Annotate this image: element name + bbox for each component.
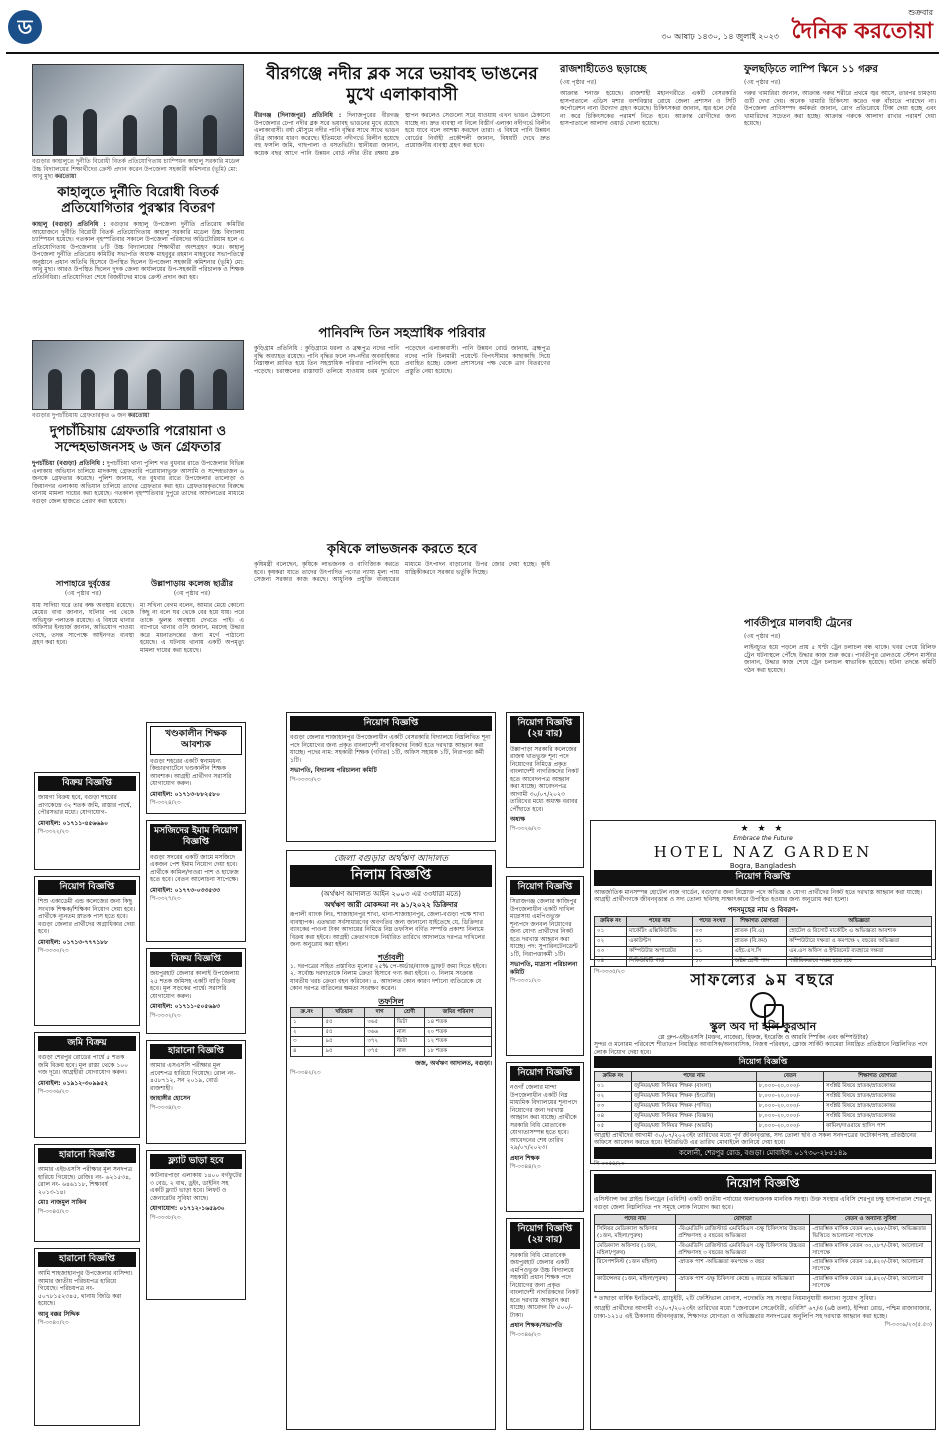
table-row: ২ ৫৫ ৩৬৬ নাল ২০ শতক [291,1027,492,1037]
arrest-caption: বগুড়ার দুপচাঁচিয়ায় গ্রেফতারকৃত ৬ জন করতোয়া [32,412,150,419]
arrest-body: দুপচাঁচিয়া (বগুড়া) প্রতিনিধি : দুপচাঁচিয়া থানা পুলিশ গত বুধবার রাতে উপজেলার বিভিন্ন এলাকায় অভিযান চালিয়ে মাদকসহ গ্রেফতারি পরোয়ানাভুক্ত আসামি ও সন্দেহভাজন ৬ জনকে গ্রেফতার করেছে। পুলিশ জানায়, গত বুধবার রাতে উপজেলার তালোড়া ও জিয়ানগর এলাকায় অভিযান চালিয়ে তাদের গ্রেফতার করা হয়। গ্রেফতারকৃতদের বিরুদ্ধে থানায় মামলা দায়ের করা হয়েছে। গতকাল বৃহস্পতিবার দুপুরে তাদের আদালতের মাধ্যমে বগুড়া জেল হাজতে প্রেরণ করা হয়েছে। [32,460,244,505]
rajshahi-headline: রাজশাহীতেও ছড়াচ্ছে [560,64,647,75]
hotel-ad-title: নিয়োগ বিজ্ঞপ্তি [594,870,932,885]
table-row: ০৪ সিকিউরিটি গার্ড ১০ অষ্টম শ্রেণী পাস শারীরিকভাবে সক্ষম হতে হবে [595,956,932,966]
school-name: স্কুল অব দা হলি কুরআন [709,1020,817,1033]
table-row: ৪ ৯৫ ৩৭৫ নাল ১৮ শতক [291,1047,492,1057]
school-banner: সাফল্যের ৯ম বছরে [690,970,836,989]
school-positions-table: ক্রমিক নং পদের নাম বেতন শিক্ষাগত যোগ্যতা ০১ জুনিয়র/মধ্য সিনিয়র শিক্ষক (বাংলা) ৮,০০০-২০,০০০/- সংশ্লিষ্ট বিষয়ে স্নাতক/স্নাতকোত্তর ০২ জুনিয়র/মধ্য সিনিয়র শিক্ষক (ইংরেজি) ৮,০০০-২০,০০০/- সংশ্লিষ্ট বিষয়ে স্নাতক/স্নাতকোত্তর ০৩ জুনিয়র/মধ্য সিনিয়র শিক্ষক (গণিত) ৮,০০০-২০,০০০/- সংশ্লিষ্ট বিষয়ে স্নাতক/স্নাতকোত্তর ০৪ জুনিয়র/মধ্য সিনিয়র শিক্ষক (বিজ্ঞান) ৮,০০০-২০,০০০/- সংশ্লিষ্ট বিষয়ে স্নাতক/স্নাতকোত্তর ০৫ জুনিয়র/মধ্য সিনিয়র শিক্ষক (আরবি) ৮,০০০-২০,০০০/- কামিল/দাওরায়ে হাদিস পাশ [594,1071,932,1131]
drowning-body: যায় সাদিয়া ঘরে তার কক্ষ অবস্থায় রয়েছে। মেয়ের বাবা জানান, ঘটনার পর থেকে অভিযুক্ত পলাতক রয়েছে। এ বিষয়ে থানার অফিসার ইনচার্জ জানান, অভিযোগ পাওয়া গেছে, তদন্ত সাপেক্ষে আইনগত ব্যবস্থা গ্রহণ করা হবে। [32,601,134,646]
lumpy-headline: ফুলছড়িতে লাম্পি স্কিনে ১১ গরুর [744,64,878,75]
hotel-job-ad: ★ ★ ★ Embrace the Future HOTEL NAZ GARDEN Bogra, Bangladesh নিয়োগ বিজ্ঞপ্তি আন্তর্জাতিক মানসম্পন্ন হোটেল নাজ গার্ডেন, বগুড়া'র জন্য নিম্নোক্ত পদে অভিজ্ঞ ও যোগ্য প্রার্থীদের নিকট হতে দরখাস্ত আহ্বান করা যাচ্ছে। আগ্রহী প্রার্থীগণকে জীবনবৃত্তান্ত ও সদ্য তোলা ছবিসহ সাক্ষাৎকারে উপস্থিত হওয়ার জন্য অনুরোধ করা হলো। পদসমূহের নাম ও বিবরণ- ক্রমিক নং পদের নাম পদের সংখ্যা শিক্ষাগত যোগ্যতা অভিজ্ঞতা ০১ মার্কেটিং এক্সিকিউটিভ ০৩ স্নাতক (বি.এ) হোটেল ও রিসোর্ট মার্কেটিং এ অভিজ্ঞতা আবশ্যক ০২ একাউন্টস ০১ স্নাতক (বি.কম) কম্পিউটারে দক্ষতা ও কমপক্ষে ২ বছরের অভিজ্ঞতা ০৩ কম্পিউটার অপারেটর ০১ এইচ.এস.সি এম.এস অফিস ও ইন্টারনেট ব্যবহারে দক্ষতা ০৪ সিকিউরিটি গার্ড ১০ অষ্টম শ্রেণী পাস শারীরিকভাবে সক্ষম হতে হবে পি-৩৩৩৫/২৩ [590,820,936,960]
column-left-news [32,64,244,281]
hospital-ad-title: নিয়োগ বিজ্ঞপ্তি [594,1174,932,1193]
classified-lost-2: হারানো বিজ্ঞপ্তি আমার এসএসসি পরীক্ষার মূল প্রবেশপত্র হারিয়ে গিয়েছে। রোল নং- ৪৫৮৭১২, সন ২০১৯, বোর্ড রাজশাহী। জাহাঙ্গীর হোসেন পি-৩৩৩৪/২৩ [146,1040,246,1144]
auction-schedule-table: ক্র.নং খতিয়ান দাগ শ্রেণী জমির পরিমাণ ১ ৫৫ ৩৬৫ ভিটা ১৪ শতক ২ ৫৫ ৩৬৬ নাল ২০ শতক ৩ ৯৫ ৩৭২ ভিটা ১২ শতক ৪ ৯৫ ৩৭৫ নাল ১৮ শতক [290,1007,492,1057]
classified-lost-1: হারানো বিজ্ঞপ্তি আমার এইচএসসি পরীক্ষার মূল সনদপত্র হারিয়ে গিয়েছে। রেজিঃ নং- ৬২১৫৩৪, রোল নং- ৬৪৬১১৮, শিক্ষাবর্ষ ২০১৩-১৪। মোঃ নাজমুল সাকিব পি-৩৩৪৫/২৩ [34,1144,140,1242]
table-row: ০১ মার্কেটিং এক্সিকিউটিভ ০৩ স্নাতক (বি.এ) হোটেল ও রিসোর্ট মার্কেটিং এ অভিজ্ঞতা আবশ্যক [595,927,932,937]
debate-headline: কাহালুতে দুর্নীতি বিরোধী বিতর্ক প্রতিযোগিতার পুরস্কার বিতরণ [57,184,219,216]
table-row: কাউন্সেলর (১জন, মহিলা/পুরুষ) -স্নাতক পাশ -চক্ষু চিকিৎসা কেন্দ্রে ২ বছরের অভিজ্ঞতা -প্রারম্ভিক মাসিক বেতন ১৪,৪২০/-টাকা, আলোচনা সাপেক্ষে [595,1275,932,1292]
college-body: মা সখিনা বেগম বলেন, আমার মেয়ে কোনো কিছু না বলে ঘর থেকে বের হয়ে যায়। পরে তাকে ঝুলন্ত অবস্থায় দেখতে পাই। এ ব্যাপারে থানার ওসি জানান, মরদেহ উদ্ধার করে ময়নাতদন্তের জন্য মর্গে পাঠানো হয়েছে। এ ঘটনায় থানায় একটি অপমৃত্যু মামলা দায়ের করা হয়েছে। [140,601,244,654]
job-ad-college: নিয়োগ বিজ্ঞপ্তি (২য় বার) উল্লাপাড়া সরকারি কলেজের রাজস্ব খাতভুক্ত শূন্য পদে নিয়োগের নিমিত্তে প্রকৃত বাংলাদেশী নাগরিকদের নিকট হতে আবেদনপত্র আহ্বান করা যাচ্ছে। আবেদনপত্র আগামী ৩০/০৭/২০২৩ তারিখের মধ্যে অধ্যক্ষ বরাবর পৌঁছাতে হবে। অধ্যক্ষ পি-৩৩২৬/২৩ [506,712,584,868]
table-row: ০৪ জুনিয়র/মধ্য সিনিয়র শিক্ষক (বিজ্ঞান) ৮,০০০-২০,০০০/- সংশ্লিষ্ট বিষয়ে স্নাতক/স্নাতকোত্তর [595,1111,932,1121]
table-row: মেডিক্যাল অফিসার (১জন, মহিলা/পুরুষ) -বিএমডিসি রেজিস্টার্ড এমবিবিএস -চক্ষু চিকিৎসায় উচ্চতর প্রশিক্ষণসহ ৩ বছরের অভিজ্ঞতা -প্রারম্ভিক মাসিক বেতন ৩০,২৮৭/-টাকা, আলোচনা সাপেক্ষে [595,1241,932,1258]
table-row: ০৩ কম্পিউটার অপারেটর ০১ এইচ.এস.সি এম.এস অফিস ও ইন্টারনেট ব্যবহারে দক্ষতা [595,946,932,956]
job-ad-madrasa: নিয়োগ বিজ্ঞপ্তি সিরাজগঞ্জ জেলার কাজিপুর উপজেলাধীন একটি দাখিল মাদ্রাসায় এমপিওভুক্ত শূন্যপদে জনবল নিয়োগের জন্য যোগ্য প্রার্থীদের নিকট হতে দরখাস্ত আহ্বান করা যাচ্ছে। পদ: সুপারিনটেনডেন্ট ১টি, নিরাপত্তাকর্মী ১টি। সভাপতি, মাদ্রাসা পরিচালনা কমিটি পি-৩৩৩১/২৩ [506,876,584,1056]
classified-lost-3: হারানো বিজ্ঞপ্তি আমি শাহজাহানপুর উপজেলার বাসিন্দা। আমার জাতীয় পরিচয়পত্র হারিয়ে গিয়েছে। পরিচয়পত্র নং- ৫০৭৮১৫২৩৪৫, থানায় জিডি করা হয়েছে। আবু বক্কর সিদ্দিক পি-৩৩৪০/২৩ [34,1248,140,1426]
classified-imam: মসজিদের ইমাম নিয়োগ বিজ্ঞপ্তি বগুড়া সদরের একটি জামে মসজিদে একজন পেশ ইমাম নিয়োগ দেয়া হবে। প্রার্থীকে কামিল/দাওরা পাশ ও হাফেজ হতে হবে। বেতন আলোচনা সাপেক্ষে। মোবাইল: ০১৭৭৩-০৩৩৫৩৩ পি-৩৩২৭/২৩ [146,820,246,942]
lumpy-body: গরুর খামারিরা জানান, আক্রান্ত গরুর শরীরে প্রথমে জ্বর আসে, তারপর চামড়ায় গুটি দেখা দেয়। অনেক খামারি চিকিৎসা করেও গরু বাঁচাতে পারছেন না। উপজেলা প্রাণিসম্পদ কর্মকর্তা জানান, রোগ প্রতিরোধে টিকা দেয়া হচ্ছে এবং খামারিদের সচেতন করা হচ্ছে। আক্রান্ত গরুকে আলাদা রাখার পরামর্শ দেয়া হয়েছে। [744,90,936,127]
court-name: জেলা বগুড়ার অর্থঋণ আদালত [333,854,449,864]
drowning-cont: (৩য় পৃষ্ঠার পর) [64,590,102,597]
job-ad-high-school: নিয়োগ বিজ্ঞপ্তি (২য় বার) সরকারি বিধি মোতাবেক জয়পুরহাট জেলার একটি এমপিওভুক্ত উচ্চ বিদ্যালয়ে সহকারী প্রধান শিক্ষক পদে নিয়োগের জন্য প্রকৃত বাংলাদেশী নাগরিকদের নিকট হতে দরখাস্ত আহ্বান করা যাচ্ছে। আবেদন ফি ৫০০/- টাকা। প্রধান শিক্ষক/সভাপতি পি-৩৩৪৬/২৩ [506,1218,584,1430]
auction-notice: জেলা বগুড়ার অর্থঋণ আদালত নিলাম বিজ্ঞপ্তি (অর্থঋণ আদালত আইন ২০০৩ এর ৩৩ধারা মতে) অর্থঋণ জারী মোকদ্দমা নং ৯১/২০২২ ডিক্রিদার রূপালী ব্যাংক লিঃ, শাজাহানপুর শাখা, থানা-শাজাহানপুর, জেলা-বগুড়া পক্ষে শাখা ব্যবস্থাপক। এতদ্বারা সর্বসাধারণের অবগতির জন্য জানানো যাইতেছে যে, ডিক্রিদার ব্যাংকের পাওনা টাকা আদায়ের নিমিত্তে নিম্ন তফসিল বর্ণিত সম্পত্তি প্রকাশ্য নিলামে বিক্রয় করা হইবে। আগ্রহী ক্রেতাগণকে নির্ধারিত তারিখে আদালতে দরপত্র দাখিলের জন্য অনুরোধ করা হইল। শর্তাবলী ১. দরপত্রের সহিত প্রস্তাবিত মূল্যের ২৫% পে-অর্ডার/ব্যাংক ড্রাফট জমা দিতে হইবে। ২. সর্বোচ্চ দরদাতাকে নিলাম ক্রেতা হিসাবে গণ্য করা হইবে। ৩. নিলাম সংক্রান্ত যাবতীয় খরচ ক্রেতা বহন করিবেন। ৪. আদালত কোন কারণ দর্শানো ব্যতিরেকে যে কোন দরপত্র বাতিলের ক্ষমতা সংরক্ষণ করেন। তফসিল ক্র.নং খতিয়ান দাগ শ্রেণী জমির পরিমাণ ১ ৫৫ ৩৬৫ ভিটা ১৪ শতক ২ ৫৫ ৩৬৬ নাল ২০ শতক ৩ ৯৫ ৩৭২ ভিটা ১২ শতক ৪ ৯৫ ৩৭৫ নাল ১৮ শতক জজ, অর্থঋণ আদালত, বগুড়া। পি-৩৩৪২/২৩ [286,850,496,1430]
hospital-job-ad: নিয়োগ বিজ্ঞপ্তি এসিস্ট্যান্স ফর ব্লাইন্ড চিলড্রেন (এবিসি) একটি জাতীয় পর্যায়ের অলাভজনক মানবিক সংস্থা। উক্ত সংস্থার এবিসি শেরপুর চক্ষু হাসপাতাল শেরপুর, বগুড়া জেলা নিম্নলিখিত পদ সমূহে লোক নিয়োগ করা হবে। পদের নাম যোগ্যতা বেতন ও অন্যান্য সুবিধা সিনিয়র মেডিক্যাল অফিসার (১জন, মহিলা/পুরুষ) -বিএমডিসি রেজিস্টার্ড এমবিবিএস -চক্ষু চিকিৎসায় উচ্চতর প্রশিক্ষণসহ ৫ বছরের অভিজ্ঞতা -প্রারম্ভিক মাসিক বেতন ৬৩,২৬৮/-টাকা, অভিজ্ঞতার ভিত্তিতে আলোচনা সাপেক্ষে মেডিক্যাল অফিসার (১জন, মহিলা/পুরুষ) -বিএমডিসি রেজিস্টার্ড এমবিবিএস -চক্ষু চিকিৎসায় উচ্চতর প্রশিক্ষণসহ ৩ বছরের অভিজ্ঞতা -প্রারম্ভিক মাসিক বেতন ৩০,২৮৭/-টাকা, আলোচনা সাপেক্ষে রিসেপশনিস্ট (১জন মহিলা) -স্নাতক পাশ -অভিজ্ঞতা কমপক্ষে ৩ বছর -প্রারম্ভিক মাসিক বেতন ১৪,৪২০/-টাকা, আলোচনা সাপেক্ষে কাউন্সেলর (১জন, মহিলা/পুরুষ) -স্নাতক পাশ -চক্ষু চিকিৎসা কেন্দ্রে ২ বছরের অভিজ্ঞতা -প্রারম্ভিক মাসিক বেতন ১৪,৪২০/-টাকা, আলোচনা সাপেক্ষে * তাছাড়া বার্ষিক ইনক্রিমেন্ট, গ্র্যাচুইটি, ২টি ফেস্টিভাল বোনাস, পদোন্নতি সহ সংস্থার নিয়মানুযায়ী অন্যান্য সুযোগ সুবিধা। আগ্রহী প্রার্থীদের আগামী ৩১/০৭/২০২৩ইং তারিখের মধ্যে "জেনারেল সেক্রেটারী, এবিসি" ৬৭/এ (৬ষ্ঠ তলা), ইন্দিরা রোড, পশ্চিম রাজাবাজার, ঢাকা-১২১৫ এই ঠিকানায় জীবনবৃত্তান্ত, শিক্ষাগত যোগ্যতা ও অভিজ্ঞতার সনদপত্রের অনুলিপি সহ দরখাস্ত আহ্বান করা হচ্ছে। পি-৩৩৩৯/২৩(৫.৫৩) [590,1170,936,1430]
debate-photo [32,64,244,156]
hotel-brand: ★ ★ ★ Embrace the Future HOTEL NAZ GARDEN Bogra, Bangladesh [594,824,932,870]
logo-icon: ড [8,10,42,44]
hotel-name: HOTEL NAZ GARDEN [653,842,873,861]
job-ad-school: নিয়োগ বিজ্ঞপ্তি বগুড়া জেলার শাজাহানপুর উপজেলাধীন একটি বেসরকারি বিদ্যালয়ে নিম্নলিখিত শূন্য পদে নিয়োগের জন্য প্রকৃত বাংলাদেশী নাগরিকদের নিকট হতে দরখাস্ত আহ্বান করা যাচ্ছে। পদের নাম: সহকারী শিক্ষক (গণিত) ১টি, অফিস সহায়ক ১টি, নিরাপত্তা কর্মী ১টি। সভাপতি, বিদ্যালয় পরিচালনা কমিটি পি-৩৩৩৩/২৩ [286,712,496,842]
school-footer: কলোনী, শেরপুর রোড, বগুড়া। মোবাইল: ০১৭৩০-২৮৫১৪৯ [594,1147,932,1160]
table-row: ০৩ জুনিয়র/মধ্য সিনিয়র শিক্ষক (গণিত) ৮,০০০-২০,০০০/- সংশ্লিষ্ট বিষয়ে স্নাতক/স্নাতকোত্তর [595,1101,932,1111]
issue-day: শুক্রবার [908,8,933,17]
table-row: ০২ একাউন্টস ০১ স্নাতক (বি.কম) কম্পিউটারে দক্ষতা ও কমপক্ষে ২ বছরের অভিজ্ঞতা [595,937,932,947]
hospital-positions-table: পদের নাম যোগ্যতা বেতন ও অন্যান্য সুবিধা সিনিয়র মেডিক্যাল অফিসার (১জন, মহিলা/পুরুষ) -বিএমডিসি রেজিস্টার্ড এমবিবিএস -চক্ষু চিকিৎসায় উচ্চতর প্রশিক্ষণসহ ৫ বছরের অভিজ্ঞতা -প্রারম্ভিক মাসিক বেতন ৬৩,২৬৮/-টাকা, অভিজ্ঞতার ভিত্তিতে আলোচনা সাপেক্ষে মেডিক্যাল অফিসার (১জন, মহিলা/পুরুষ) -বিএমডিসি রেজিস্টার্ড এমবিবিএস -চক্ষু চিকিৎসায় উচ্চতর প্রশিক্ষণসহ ৩ বছরের অভিজ্ঞতা -প্রারম্ভিক মাসিক বেতন ৩০,২৮৭/-টাকা, আলোচনা সাপেক্ষে রিসেপশনিস্ট (১জন মহিলা) -স্নাতক পাশ -অভিজ্ঞতা কমপক্ষে ৩ বছর -প্রারম্ভিক মাসিক বেতন ১৪,৪২০/-টাকা, আলোচনা সাপেক্ষে কাউন্সেলর (১জন, মহিলা/পুরুষ) -স্নাতক পাশ -চক্ষু চিকিৎসা কেন্দ্রে ২ বছরের অভিজ্ঞতা -প্রারম্ভিক মাসিক বেতন ১৪,৪২০/-টাকা, আলোচনা সাপেক্ষে [594,1214,932,1292]
star-icon: ★ ★ ★ [740,824,786,834]
river-story [254,112,550,157]
rajshahi-story: রাজশাহীতেও ছড়াচ্ছে (৩য় পৃষ্ঠার পর) আক্রান্ত শনাক্ত হয়েছে। রাজশাহী মহানগরীতে একটি বেসরকারি হাসপাতালে এডিস মশার বংশবিস্তার রোধে জেলা প্রশাসন ও সিটি কর্পোরেশন নানা উদ্যোগ গ্রহণ করেছে। চিকিৎসকরা জানান, জ্বর হলে দেরি না করে চিকিৎসকের পরামর্শ নিতে হবে। আক্রান্ত রোগীদের জন্য হাসপাতালে আলাদা ওয়ার্ড খোলা হয়েছে। [560,64,736,127]
college-headline: উল্লাপাড়ায় কলেজ ছাত্রীর [151,578,233,588]
classified-sale-1: বিক্রয় বিজ্ঞপ্তি জায়গা বিক্রয় হবে, বগুড়া শহরের প্রাণকেন্দ্রে ৩২ শতক জমি, রাস্তার পার্শ্বে, পৌরসভার মধ্যে। যোগাযোগ- মোবাইল: ০১৭১১-৪৫৬৬৯০ পি-৩৩২২/২৩ [34,772,140,870]
classified-land-sale: জমি বিক্রয় বগুড়া শেরপুর রোডের পার্শ্বে ৫ শতক জমি বিক্রয় হবে। মূল রাস্তা থেকে ১০০ গজ দূরে। আগ্রহীরা যোগাযোগ করুন। মোবাইল: ০১৯১২-৩০৯৯৫২ পি-৩৩৩৬/২৩ [34,1032,140,1138]
table-row: ০১ জুনিয়র/মধ্য সিনিয়র শিক্ষক (বাংলা) ৮,০০০-২০,০০০/- সংশ্লিষ্ট বিষয়ে স্নাতক/স্নাতকোত্তর [595,1082,932,1092]
page-header [6,6,939,54]
college-story [140,578,244,654]
classified-job-1: নিয়োগ বিজ্ঞপ্তি শিশু একাডেমী এন্ড কলেজের জন্য কিছু সংখ্যক শিক্ষক/শিক্ষিকা নিয়োগ দেয়া হবে। প্রার্থীকে ন্যূনতম স্নাতক পাস হতে হবে। বগুড়া জেলার প্রার্থীদের অগ্রাধিকার দেয়া হবে। মোবাইল: ০১৭১৩-৭৭৭১৮৮ পি-৩৩৩০/২৩ [34,876,140,1026]
debate-caption: বগুড়ার কাহালুতে দুর্নীতি বিরোধী বিতর্ক প্রতিযোগিতায় চ্যাম্পিয়ন কাহালু সরকারি মডেল উচ্চ বিদ্যালয়ের শিক্ষার্থীদের ক্রেস্ট প্রদান করেন উপজেলা সহকারী কমিশনার (ভূমি) মো: আবু মুছা করতোয়া [32,158,240,180]
table-row: রিসেপশনিস্ট (১জন মহিলা) -স্নাতক পাশ -অভিজ্ঞতা কমপক্ষে ৩ বছর -প্রারম্ভিক মাসিক বেতন ১৪,৪২০/-টাকা, আলোচনা সাপেক্ষে [595,1258,932,1275]
classified-sale-2: বিক্রয় বিজ্ঞপ্তি জয়পুরহাট জেলার কালাই উপজেলায় ২৫ শতক জমিসহ একটি বাড়ি বিক্রয় হবে। মূল সড়কের পার্শ্বে। সরাসরি যোগাযোগ করুন। মোবাইল: ০১৭১১-৫০৫৬৯৩ পি-৩৩৩২/২৩ [146,948,246,1034]
table-row: ১ ৫৫ ৩৬৫ ভিটা ১৪ শতক [291,1017,492,1027]
classified-flat-rent: ফ্ল্যাট ভাড়া হবে কাটনারপাড়া এলাকায় ১৪০০ বর্গফুটের ৩ বেড, ২ বাথ, ড্রইং, ডাইনিং সহ একটি ফ্ল্যাট ভাড়া হবে। লিফট ও জেনারেটর সুবিধা আছে। যোগাযোগ: ০১৭১২-১৬৫৯৩০ পি-৩৩৩৮/২৩ [146,1150,246,1300]
agri-body: কৃষিমন্ত্রী বলেছেন, কৃষিকে লাভজনক ও বাণিজ্যিক করতে হবে। কৃষকরা যাতে তাদের উৎপাদিত পণ্যের ন্যায্য মূল্য পায় সেজন্য সরকার কাজ করছে। আধুনিক প্রযুক্তি ব্যবহারের মাধ্যমে উৎপাদন বাড়ানোর উপর জোর দেয়া হচ্ছে। কৃষি যান্ত্রিকীকরণে সরকার ভর্তুকি দিচ্ছে। [254,561,550,584]
train-body: লাইনচ্যুত হয়ে পড়লে প্রায় ৫ ঘণ্টা ট্রেন চলাচল বন্ধ থাকে। খবর পেয়ে রিলিফ ট্রেন ঘটনাস্থলে পৌঁছে উদ্ধার কাজ শুরু করে। পার্বতীপুর রেলওয়ে স্টেশন মাস্টার জানান, উদ্ধার কাজ শেষে ট্রেন চলাচল স্বাভাবিক হয়েছে। ঘটনা তদন্তে কমিটি গঠন করা হয়েছে। [744,644,936,674]
job-ad-lower-secondary: নিয়োগ বিজ্ঞপ্তি নওগাঁ জেলার মান্দা উপজেলাধীন একটি নিম্ন মাধ্যমিক বিদ্যালয়ের শূন্যপদে নিয়োগের জন্য দরখাস্ত আহ্বান করা যাচ্ছে। প্রার্থীকে সরকারি বিধি মোতাবেক যোগ্যতাসম্পন্ন হতে হবে। আবেদনের শেষ তারিখ ২৯/০৭/২০২৩। প্রধান শিক্ষক পি-৩৩৪৪/২৩ [506,1062,584,1212]
flood-headline: পানিবন্দি তিন সহস্রাধিক পরিবার [318,326,486,341]
masthead [792,8,934,46]
school-job-ad: সাফল্যের ৯ম বছরে স্কুল অব দা হলি কুরআন প্লে গ্রুপ-এইচএসসি (মক্তব, নাজেরা, হিফজ, ইংরেজি ও আরবি স্পিকিং এবং কম্পিউটার) সুন্দর ও মনোরম পরিবেশে শীতাতপ নিয়ন্ত্রিত আবাসিক/অনাবাসিক, নিজস্ব পরিবহন, ক্লোজ সার্কিট ক্যামেরা নিয়ন্ত্রিত প্রতিষ্ঠানে নিম্নলিখিত পদে লোক নিয়োগ দেয়া হবে। নিয়োগ বিজ্ঞপ্তি ক্রমিক নং পদের নাম বেতন শিক্ষাগত যোগ্যতা ০১ জুনিয়র/মধ্য সিনিয়র শিক্ষক (বাংলা) ৮,০০০-২০,০০০/- সংশ্লিষ্ট বিষয়ে স্নাতক/স্নাতকোত্তর ০২ জুনিয়র/মধ্য সিনিয়র শিক্ষক (ইংরেজি) ৮,০০০-২০,০০০/- সংশ্লিষ্ট বিষয়ে স্নাতক/স্নাতকোত্তর ০৩ জুনিয়র/মধ্য সিনিয়র শিক্ষক (গণিত) ৮,০০০-২০,০০০/- সংশ্লিষ্ট বিষয়ে স্নাতক/স্নাতকোত্তর ০৪ জুনিয়র/মধ্য সিনিয়র শিক্ষক (বিজ্ঞান) ৮,০০০-২০,০০০/- সংশ্লিষ্ট বিষয়ে স্নাতক/স্নাতকোত্তর ০৫ জুনিয়র/মধ্য সিনিয়র শিক্ষক (আরবি) ৮,০০০-২০,০০০/- কামিল/দাওরায়ে হাদিস পাশ আগ্রহী প্রার্থীদের আগামী ৩০/০৭/২০২৩ইং তারিখের মধ্যে পূর্ণ জীবনবৃত্তান্ত, সদ্য তোলা ছবি ও সকল সনদপত্রের ফটোকপিসহ প্রতিষ্ঠানের অফিসে আবেদন করতে হবে। ইন্টারভিউ এর তারিখ মোবাইলে জানিয়ে দেয়া হবে। কলোনী, শেরপুর রোড, বগুড়া। মোবাইল: ০১৭৩০-২৮৫১৪৯ পি-৩৩৫৪/২৩ [590,966,936,1164]
college-cont: (৩য় পৃষ্ঠার পর) [173,590,211,597]
hotel-positions-table: ক্রমিক নং পদের নাম পদের সংখ্যা শিক্ষাগত যোগ্যতা অভিজ্ঞতা ০১ মার্কেটিং এক্সিকিউটিভ ০৩ স্নাতক (বি.এ) হোটেল ও রিসোর্ট মার্কেটিং এ অভিজ্ঞতা আবশ্যক ০২ একাউন্টস ০১ স্নাতক (বি.কম) কম্পিউটারে দক্ষতা ও কমপক্ষে ২ বছরের অভিজ্ঞতা ০৩ কম্পিউটার অপারেটর ০১ এইচ.এস.সি এম.এস অফিস ও ইন্টারনেট ব্যবহারে দক্ষতা ০৪ সিকিউরিটি গার্ড ১০ অষ্টম শ্রেণী পাস শারীরিকভাবে সক্ষম হতে হবে [594,916,932,966]
agri-headline: কৃষিকে লাভজনক করতে হবে [326,542,478,557]
drowning-headline: সাপাহারে দুর্বৃত্তের [55,578,111,588]
issue-date: ৩০ আষাঢ় ১৪৩০, ১৪ জুলাই ২০২৩ [661,32,779,41]
table-row: সিনিয়র মেডিক্যাল অফিসার (১জন, মহিলা/পুরুষ) -বিএমডিসি রেজিস্টার্ড এমবিবিএস -চক্ষু চিকিৎসায় উচ্চতর প্রশিক্ষণসহ ৫ বছরের অভিজ্ঞতা -প্রারম্ভিক মাসিক বেতন ৬৩,২৬৮/-টাকা, অভিজ্ঞতার ভিত্তিতে আলোচনা সাপেক্ষে [595,1224,932,1241]
classified-teacher: খণ্ডকালীন শিক্ষক আবশ্যক বগুড়া শহরের একটি স্বনামধন্য কিন্ডারগার্টেনে খণ্ডকালীন শিক্ষক আবশ্যক। আগ্রহী প্রার্থীগণ সরাসরি যোগাযোগ করুন। মোবাইল: ০১৭১৩-৮৮২৫৮০ পি-৩৩২৪/২৩ [146,722,246,814]
paper-name: দৈনিক করতোয়া [791,18,933,44]
lumpy-story: ফুলছড়িতে লাম্পি স্কিনে ১১ গরুর (৩য় পৃষ্ঠার পর) গরুর খামারিরা জানান, আক্রান্ত গরুর শরীরে প্রথমে জ্বর আসে, তারপর চামড়ায় গুটি দেখা দেয়। অনেক খামারি চিকিৎসা করেও গরু বাঁচাতে পারছেন না। উপজেলা প্রাণিসম্পদ কর্মকর্তা জানান, রোগ প্রতিরোধে টিকা দেয়া হচ্ছে এবং খামারিদের সচেতন করা হচ্ছে। আক্রান্ত গরুকে আলাদা রাখার পরামর্শ দেয়া হয়েছে। [744,64,936,127]
table-row: ৩ ৯৫ ৩৭২ ভিটা ১২ শতক [291,1037,492,1047]
arrest-photo [32,340,244,410]
debate-body: কাহালু (বগুড়া) প্রতিনিধি : বগুড়ার কাহালু উপজেলা দুর্নীতি প্রতিরোধ কমিটির আয়োজনে দুর্নীতি বিরোধী বিতর্ক প্রতিযোগিতায় কাহালু সরকারি মডেল উচ্চ বিদ্যালয় চ্যাম্পিয়ন হয়েছে। গতকাল বৃহস্পতিবার সকালে উপজেলা পরিষদের অডিটোরিয়াম হলে এ প্রতিযোগিতায় উপজেলার ৮টি উচ্চ বিদ্যালয়ের শিক্ষার্থীরা অংশগ্রহণ করে। কাহালু উপজেলা দুর্নীতি প্রতিরোধ কমিটির সভাপতি অধ্যক্ষ মাহবুবুর রহমান মাহবুবের সভাপতিত্বে অনুষ্ঠানে প্রধান অতিথি হিসেবে উপস্থিত ছিলেন উপজেলা সহকারী কমিশনার (ভূমি) মো: আবু মুছা। আরও উপস্থিত ছিলেন দুদক জেলা কার্যালয়ের উপ-সহকারী পরিচালক ও শিক্ষক প্রতিনিধিরা। প্রতিযোগিতা শেষে বিজয়ীদের মাঝে ক্রেস্ট প্রদান করা হয়। [32,221,244,281]
arrest-story [32,340,244,505]
river-body: বীরগঞ্জ (দিনাজপুর) প্রতিনিধি : দিনাজপুরের বীরগঞ্জ উপজেলার ঢেপা নদীর ব্লক সরে ভয়াবহ ভাঙনের মুখে রয়েছে এলাকাবাসী। বর্ষা মৌসুমে নদীর পানি বৃদ্ধির সাথে সাথে ভাঙন তীব্র আকার ধারণ করেছে। ইতিমধ্যে নদীগর্ভে বিলীন হয়েছে বহু ফসলি জমি, গাছপালা ও বসতভিটা। স্থানীয়রা জানান, কয়েক বছর আগে পানি উন্নয়ন বোর্ড নদীর তীর রক্ষায় ব্লক স্থাপন করলেও সেগুলো সরে যাওয়ায় এখন ভাঙন ঠেকানো যাচ্ছে না। দ্রুত ব্যবস্থা না নিলে বিস্তীর্ণ এলাকা নদীগর্ভে বিলীন হয়ে যাবে বলে আশঙ্কা করছেন তারা। এ বিষয়ে পানি উন্নয়ন বোর্ডের নির্বাহী প্রকৌশলী জানান, বিষয়টি দেখে দ্রুত প্রয়োজনীয় ব্যবস্থা গ্রহণ করা হবে। [254,112,550,157]
arrest-headline: দুপচাঁচিয়ায় গ্রেফতারি পরোয়ানা ও সন্দেহভাজনসহ ৬ জন গ্রেফতার [49,423,227,455]
train-story: পার্বতীপুরে মালবাহী ট্রেনের (৩য় পৃষ্ঠার পর) লাইনচ্যুত হয়ে পড়লে প্রায় ৫ ঘণ্টা ট্রেন চলাচল বন্ধ থাকে। খবর পেয়ে রিলিফ ট্রেন ঘটনাস্থলে পৌঁছে উদ্ধার কাজ শুরু করে। পার্বতীপুর রেলওয়ে স্টেশন মাস্টার জানান, উদ্ধার কাজ শেষে ট্রেন চলাচল স্বাভাবিক হয়েছে। ঘটনা তদন্তে কমিটি গঠন করা হয়েছে। [744,618,936,674]
school-emblem-icon [750,992,776,1018]
flood-body: কুড়িগ্রাম প্রতিনিধি : কুড়িগ্রামে ধরলা ও ব্রহ্মপুত্র নদের পানি বৃদ্ধি অব্যাহত রয়েছে। পানি বৃদ্ধির ফলে নদ-নদীর অববাহিকার নিম্নাঞ্চল প্লাবিত হয়ে তিন সহস্রাধিক পরিবার পানিবন্দি হয়ে পড়েছে। চরাঞ্চলের রাস্তাঘাট তলিয়ে যাওয়ায় চরম দুর্ভোগে পড়েছেন এলাকাবাসী। পানি উন্নয়ন বোর্ড জানায়, ব্রহ্মপুত্র নদের পানি চিলমারী পয়েন্টে বিপৎসীমার কাছাকাছি দিয়ে প্রবাহিত হচ্ছে। জেলা প্রশাসনের পক্ষ থেকে ত্রাণ বিতরণের প্রস্তুতি নেয়া হয়েছে। [254,345,550,375]
rajshahi-body: আক্রান্ত শনাক্ত হয়েছে। রাজশাহী মহানগরীতে একটি বেসরকারি হাসপাতালে এডিস মশার বংশবিস্তার রোধে জেলা প্রশাসন ও সিটি কর্পোরেশন নানা উদ্যোগ গ্রহণ করেছে। চিকিৎসকরা জানান, জ্বর হলে দেরি না করে চিকিৎসকের পরামর্শ নিতে হবে। আক্রান্ত রোগীদের জন্য হাসপাতালে আলাদা ওয়ার্ড খোলা হয়েছে। [560,90,736,127]
train-headline: পার্বতীপুরে মালবাহী ট্রেনের [744,618,853,629]
river-headline: বীরগঞ্জে নদীর ব্লক সরে ভয়াবহ ভাঙনের মুখে এলাকাবাসী [266,64,538,106]
table-row: ০২ জুনিয়র/মধ্য সিনিয়র শিক্ষক (ইংরেজি) ৮,০০০-২০,০০০/- সংশ্লিষ্ট বিষয়ে স্নাতক/স্নাতকোত্তর [595,1092,932,1102]
table-row: ০৫ জুনিয়র/মধ্য সিনিয়র শিক্ষক (আরবি) ৮,০০০-২০,০০০/- কামিল/দাওরায়ে হাদিস পাশ [595,1121,932,1131]
agri-story [254,542,550,584]
drowning-story [32,578,134,647]
flood-story [254,326,550,375]
auction-title: নিলাম বিজ্ঞপ্তি [290,865,492,887]
